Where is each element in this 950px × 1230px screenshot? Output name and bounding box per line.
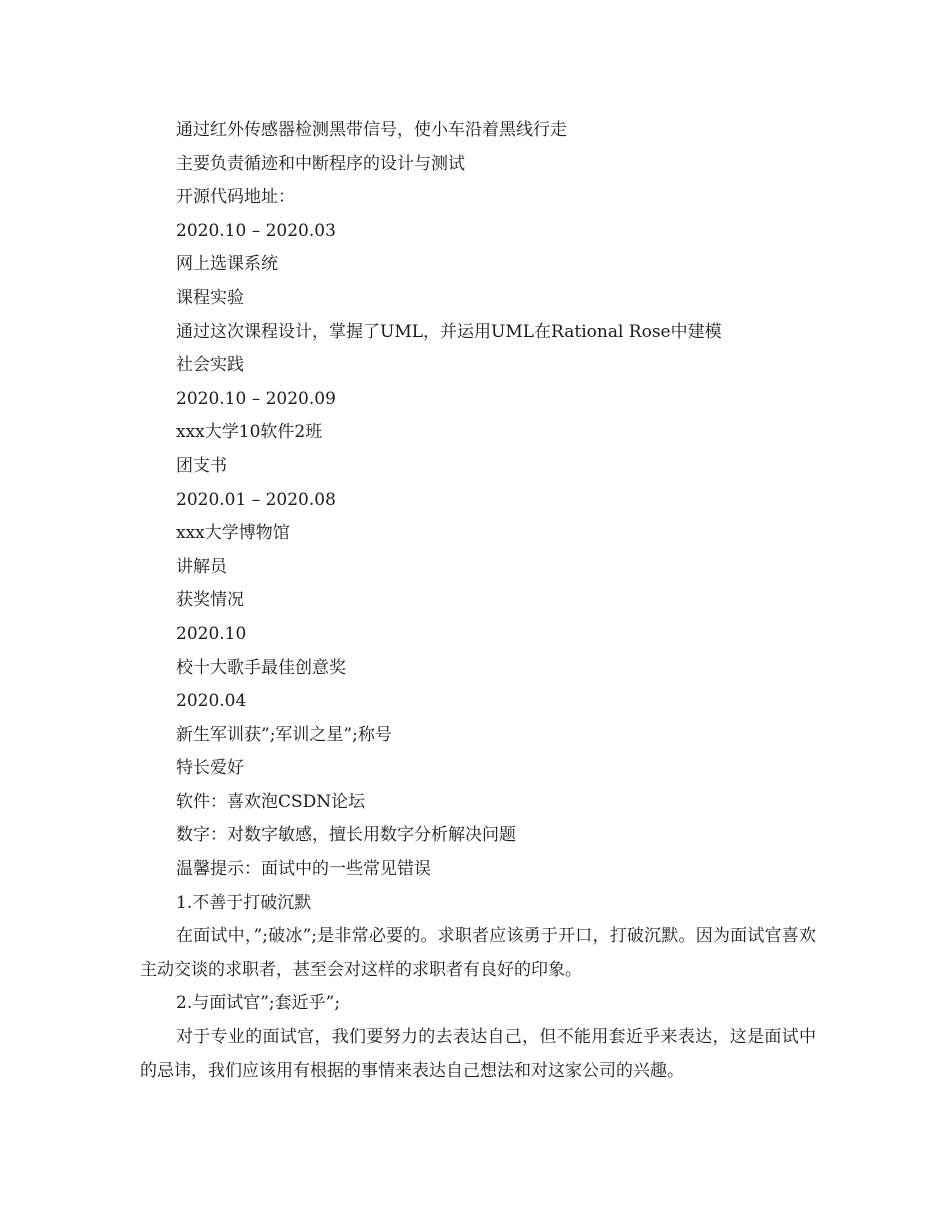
role: 讲解员 — [176, 556, 227, 577]
tip-heading-1: 1.不善于打破沉默 — [176, 892, 312, 913]
award-date: 2020.10 — [176, 623, 247, 644]
document-body — [140, 114, 816, 1088]
hobby-item: 软件：喜欢泡CSDN论坛 — [176, 791, 366, 812]
award-name: 校十大歌手最佳创意奖 — [176, 657, 346, 678]
organization: xxx大学10软件2班 — [176, 422, 323, 443]
award-date: 2020.04 — [176, 691, 247, 712]
date-range: 2020.10 – 2020.03 — [176, 220, 336, 241]
text-line: 通过红外传感器检测黑带信号，使小车沿着黑线行走 — [176, 120, 567, 140]
hobby-item: 数字：对数字敏感，擅长用数字分析解决问题 — [176, 825, 516, 846]
section-heading-hobbies: 特长爱好 — [176, 758, 244, 779]
section-heading-awards: 获奖情况 — [176, 590, 244, 611]
text-line: 通过这次课程设计，掌握了UML，并运用UML在Rational Rose中建模 — [176, 321, 722, 342]
date-range: 2020.01 – 2020.08 — [176, 489, 336, 510]
tip-heading-2: 2.与面试官”;套近乎”; — [176, 993, 341, 1014]
text-line: 开源代码地址： — [176, 187, 295, 208]
tip-paragraph-1: 在面试中，”;破冰”;是非常必要的。求职者应该勇于开口，打破沉默。因为面试官喜欢主动交谈的求职者，甚至会对这样的求职者有良好的印象。 — [140, 926, 816, 980]
section-heading-social-practice: 社会实践 — [176, 355, 244, 376]
award-name: 新生军训获”;军训之星”;称号 — [176, 724, 392, 745]
organization: xxx大学博物馆 — [176, 523, 290, 544]
role: 团支书 — [176, 455, 227, 476]
tips-heading: 温馨提示：面试中的一些常见错误 — [176, 859, 431, 880]
project-title: 网上选课系统 — [176, 254, 278, 275]
text-line: 主要负责循迹和中断程序的设计与测试 — [176, 153, 465, 174]
date-range: 2020.10 – 2020.09 — [176, 388, 336, 409]
project-type: 课程实验 — [176, 287, 244, 308]
tip-paragraph-2: 对于专业的面试官，我们要努力的去表达自己，但不能用套近乎来表达，这是面试中的忌讳，我们应该用有根据的事情来表达自己想法和对这家公司的兴趣。 — [140, 1027, 816, 1081]
